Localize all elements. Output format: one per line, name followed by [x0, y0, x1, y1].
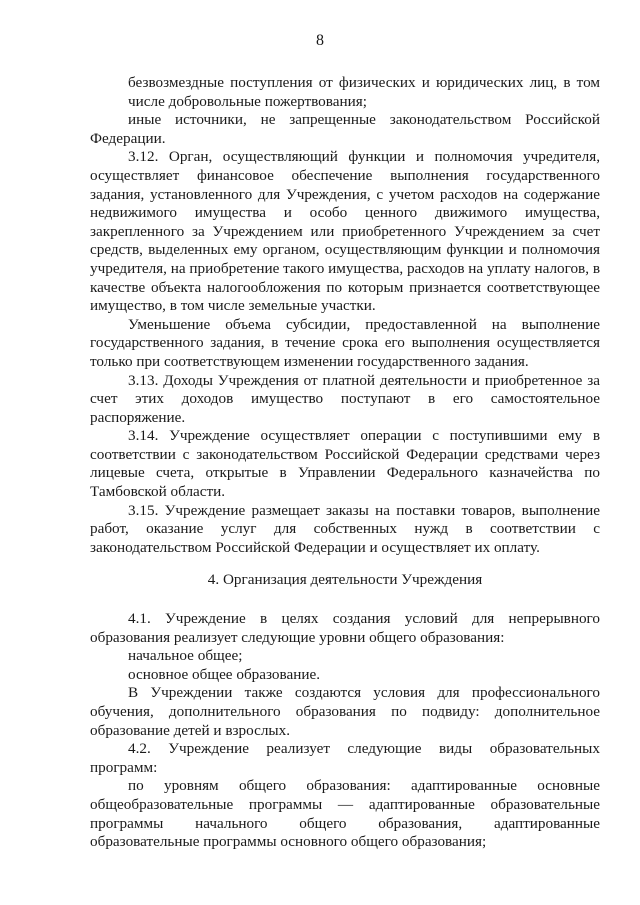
paragraph-4-1: 4.1. Учреждение в целях создания условий для непрерывного образования реализует следующие уровни общего образования: — [90, 610, 600, 646]
paragraph-3-12: 3.12. Орган, осуществляющий функции и полномочия учредителя, осуществляет финансовое обеспечение выполнения государственного задания, установленного для Учреждения, с учетом расходов на содержание недвижимого имущества и особо ценного движимого имущества, закрепленного за Учреждением или приобретенного Учреждением за счет средств, выделенных ему органом, осуществляющим функции и полномочия учредителя, на приобретение такого имущества, расходов на уплату налогов, в качестве объекта налогообложения по которым признается соответствующее имущество, в том числе земельные участки. — [90, 148, 600, 315]
document-body — [90, 74, 600, 852]
paragraph-additional-conditions: В Учреждении также создаются условия для профессионального обучения, дополнительного образования по подвиду: дополнительное образование детей и взрослых. — [90, 684, 600, 739]
paragraph-3-15: 3.15. Учреждение размещает заказы на поставки товаров, выполнение работ, оказание услуг для собственных нужд в соответствии с законодательством Российской Федерации и осуществляет их оплату. — [90, 501, 600, 556]
paragraph-donations: безвозмездные поступления от физических и юридических лиц, в том числе добровольные пожертвования; — [128, 74, 600, 110]
paragraph-program-levels: по уровням общего образования: адаптированные основные общеобразовательные программы — адаптированные образовательные программы начального общего образования, адаптированные образовательные программы основного общего образования; — [90, 777, 600, 851]
paragraph-3-13: 3.13. Доходы Учреждения от платной деятельности и приобретенное за счет этих доходов имущество поступают в его самостоятельное распоряжение. — [90, 371, 600, 426]
section-heading: 4. Организация деятельности Учреждения — [207, 571, 483, 589]
list-item-primary: начальное общее; — [128, 647, 243, 665]
paragraph-3-14: 3.14. Учреждение осуществляет операции с поступившими ему в соответствии с законодательством Российской Федерации средствами через лицевые счета, открытые в Управлении Федерального казначейства по Тамбовской области. — [90, 427, 600, 501]
paragraph-subsidy-reduction: Уменьшение объема субсидии, предоставленной на выполнение государственного задания, в течение срока его выполнения осуществляется только при соответствующем изменении государственного задания. — [90, 315, 600, 370]
page-number: 8 — [316, 32, 324, 49]
list-item-basic: основное общее образование. — [128, 665, 321, 683]
paragraph-4-2: 4.2. Учреждение реализует следующие виды образовательных программ: — [90, 740, 600, 776]
paragraph-other-sources: иные источники, не запрещенные законодательством Российской Федерации. — [90, 111, 600, 147]
